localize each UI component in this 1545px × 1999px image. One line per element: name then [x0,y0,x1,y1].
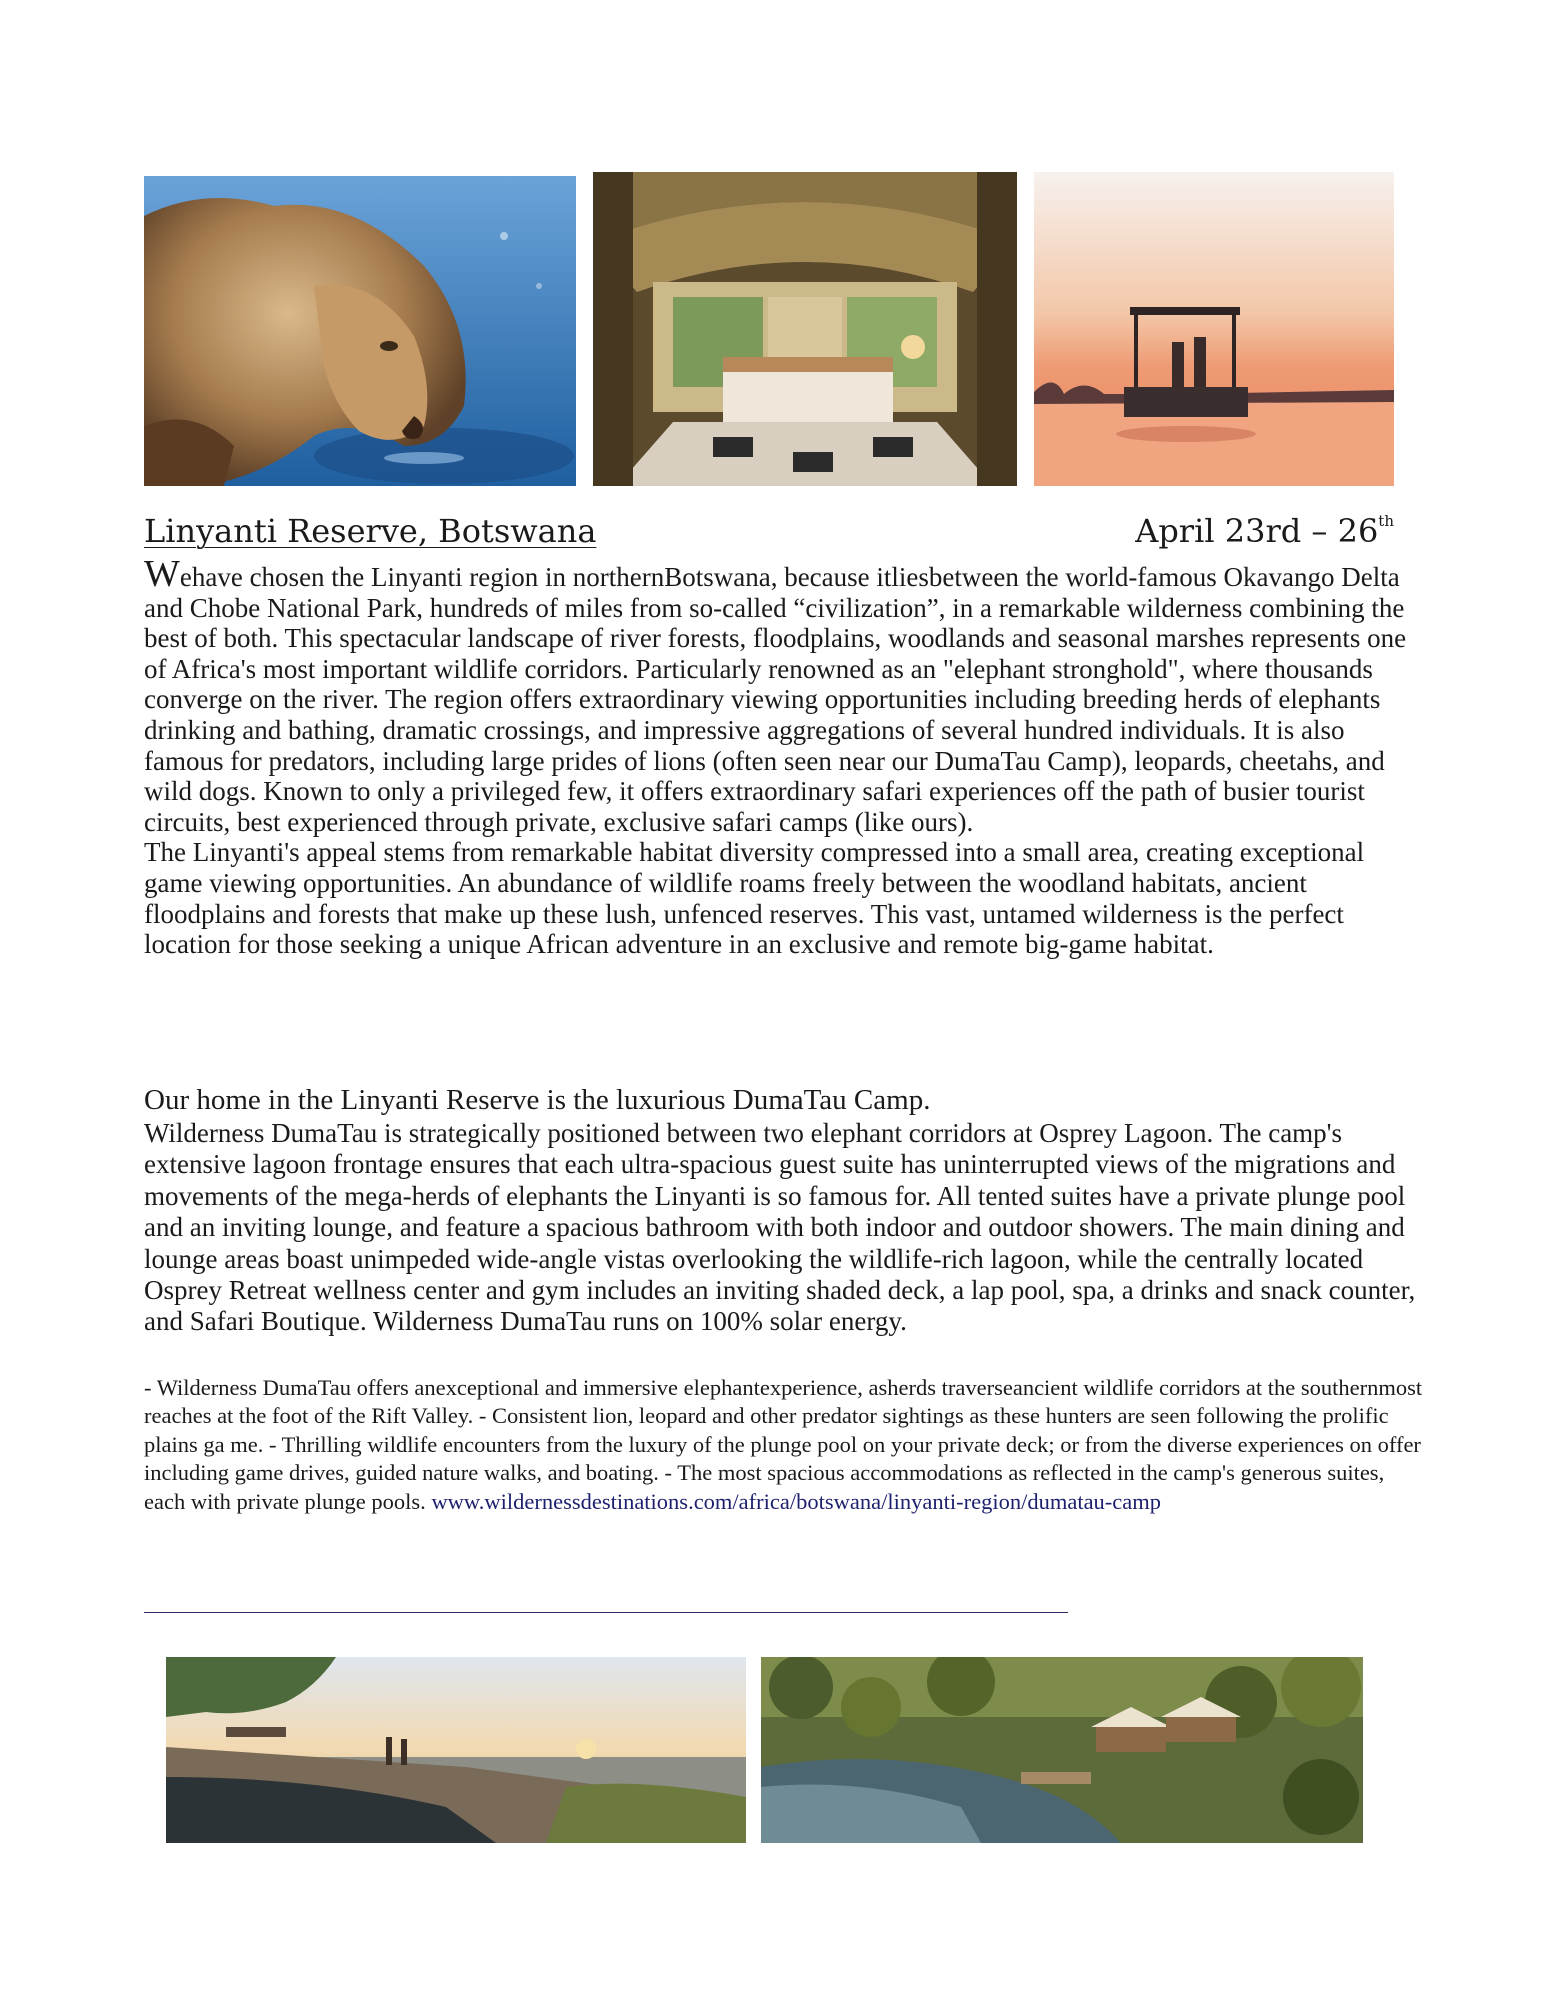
date-suffix: th [1378,512,1394,530]
tent-suite-photo [593,172,1017,486]
aerial-camp-image [761,1657,1363,1843]
camp-highlights [144,1374,1426,1516]
location-title: Linyanti Reserve, Botswana [144,512,597,550]
lion-image [144,176,576,486]
date-range-text: April 23rd – 26 [1135,512,1379,550]
camp-heading: Our home in the Linyanti Reserve is the luxurious DumaTau Camp. [144,1084,931,1116]
camp-body-text: Wilderness DumaTau is strategically positioned between two elephant corridors at Osprey Lagoon. The camp's extensive lagoon frontage ensures that each ultra-spacious guest suite has uninterrupted views of the migrations and movements of the mega-herds of elephants the Linyanti is so famous for. All tented suites have a private plunge pool and an inviting lounge, and feature a spacious bathroom with both indoor and outdoor showers. The main dining and lounge areas boast unimpeded wide-angle vistas overlooking the wildlife-rich lagoon, while the centrally located Osprey Retreat wellness center and gym includes an inviting shaded deck, a lap pool, spa, a drinks and snack counter, and Safari Boutique. Wilderness DumaTau runs on 100% solar energy. [144,1118,1416,1337]
tent-suite-image [593,172,1017,486]
intro-section [144,553,1426,960]
date-range [1135,512,1394,550]
intro-paragraph-1-text: ehave chosen the Linyanti region in northernBotswana, because itliesbetween the world-famous Okavango Delta and Chobe National Park, hundreds of miles from so-called “civilization”, in a remarkable wilderness combining the best of both. This spectacular landscape of river forests, floodplains, woodlands and seasonal marshes represents one of Africa's most important wildlife corridors. Particularly renowned as an "elephant stronghold", where thousands converge on the river. The region offers extraordinary viewing opportunities including breeding herds of elephants drinking and bathing, dramatic crossings, and impressive aggregations of several hundred individuals. It is also famous for predators, including large prides of lions (often seen near our DumaTau Camp), leopards, cheetahs, and wild dogs. Known to only a privileged few, it offers extraordinary safari experiences off the path of busier tourist circuits, best experienced through private, exclusive safari camps (like ours). [144,562,1407,837]
deck-pool-image [166,1657,746,1843]
section-divider [144,1612,1068,1613]
intro-paragraph-1 [144,553,1426,837]
camp-description [144,1118,1426,1338]
boat-sunset-image [1034,172,1394,486]
lion-photo [144,176,576,486]
highlights-paragraph [144,1374,1426,1516]
highlights-text: - Wilderness DumaTau offers anexceptional and immersive elephantexperience, asherds traverseancient wildlife corridors at the southernmost reaches at the foot of the Rift Valley. - Consistent lion, leopard and other predator sightings as these hunters are seen following the prolific plains ga me. - Thrilling wildlife encounters from the luxury of the plunge pool on your private deck; or from the diverse experiences on offer including game drives, guided nature walks, and boating. - The most spacious accommodations as reflected in the camp's generous suites, each with private plunge pools. [144,1375,1423,1514]
intro-paragraph-2: The Linyanti's appeal stems from remarkable habitat diversity compressed into a small area, creating exceptional game viewing opportunities. An abundance of wildlife roams freely between the woodland habitats, ancient floodplains and forests that make up these lush, unfenced reserves. This vast, untamed wilderness is the perfect location for those seeking a unique African adventure in an exclusive and remote big-game habitat. [144,837,1365,960]
deck-pool-photo [166,1657,746,1843]
camp-website-link[interactable]: www.wildernessdestinations.com/africa/botswana/linyanti-region/dumatau-camp [431,1488,1162,1514]
boat-sunset-photo [1034,172,1394,486]
drop-cap: W [144,553,180,595]
aerial-camp-photo [761,1657,1363,1843]
title-row [144,512,1394,556]
